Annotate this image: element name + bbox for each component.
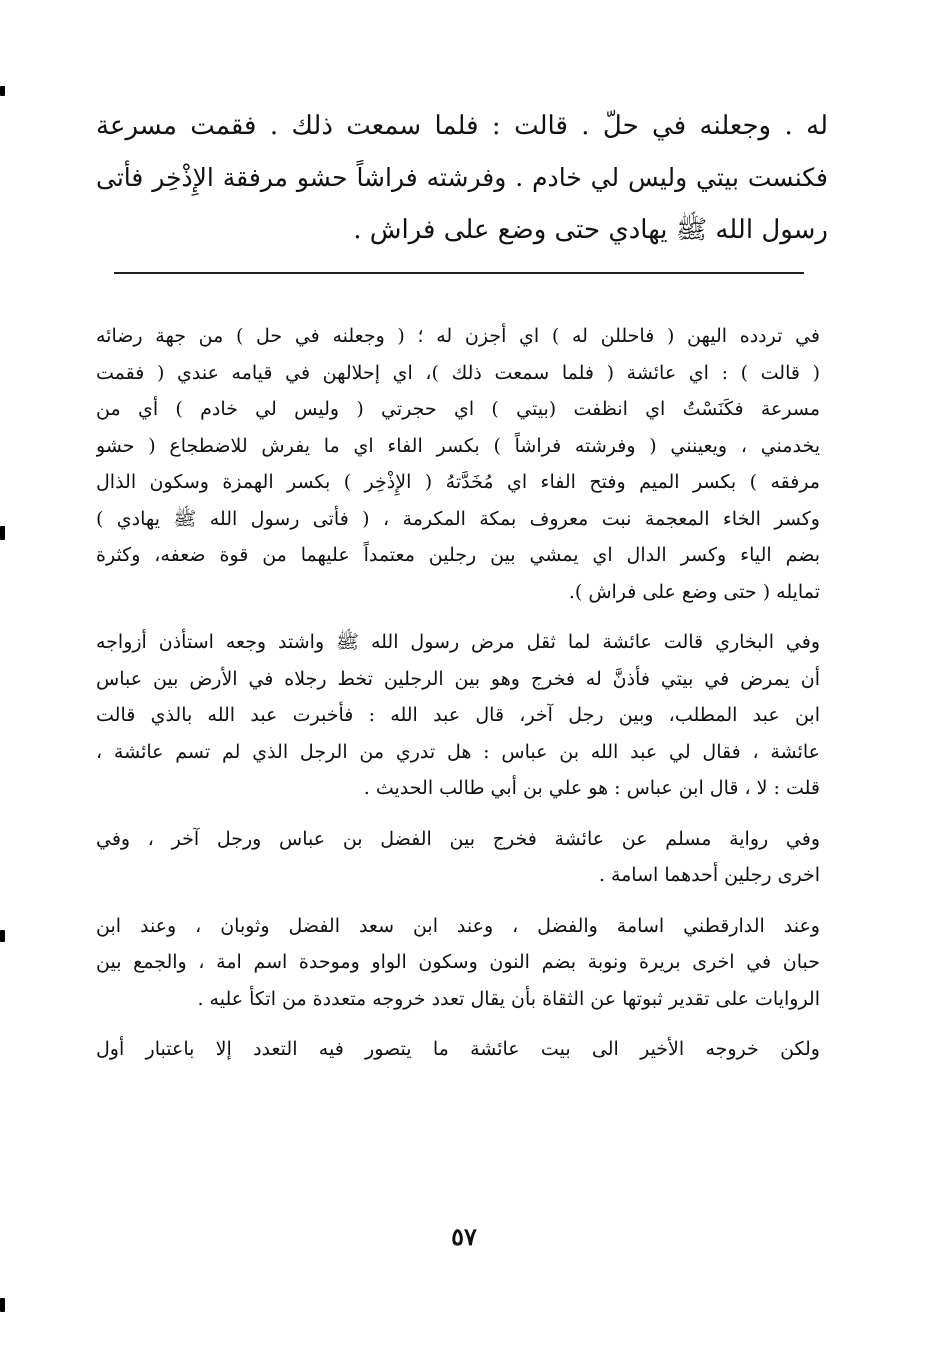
commentary-paragraph	[96, 821, 820, 894]
commentary-line: تمايله ( حتى وضع على فراش ).	[568, 580, 820, 603]
commentary-paragraph	[96, 1031, 820, 1068]
scan-edge-mark	[0, 1298, 5, 1312]
commentary-line: بضم الياء وكسر الدال اي يمشي بين رجلين معتمداً عليهما من قوة ضعفه، وكثرة	[96, 544, 820, 566]
commentary-line: وفي رواية مسلم عن عائشة فخرج بين الفضل بن عباس ورجل آخر ، وفي	[96, 827, 820, 850]
main-text-line: فكنست بيتي وليس لي خادم . وفرشته فراشاً حشو مرفقة الإِذْخِر فأتى	[96, 163, 828, 192]
commentary-line: ولكن خروجه الأخير الى بيت عائشة ما يتصور فيه التعدد إلا باعتبار أول	[96, 1038, 820, 1060]
commentary-line: وفي البخاري قالت عائشة لما ثقل مرض رسول الله ﷺ واشتد وجعه استأذن أزواجه	[96, 631, 820, 653]
commentary-line: قلت : لا ، قال ابن عباس : هو علي بن أبي طالب الحديث .	[363, 777, 820, 799]
commentary-line: ( قالت ) : اي عائشة ( فلما سمعت ذلك )، اي إحلالهن في قيامه عندي ( فقمت	[96, 361, 820, 384]
commentary-line: يخدمني ، ويعينني ( وفرشته فراشاً ) بكسر الفاء اي ما يفرش للاضطجاع ( حشو	[96, 434, 820, 457]
commentary-line: اخرى رجلين أحدهما اسامة .	[598, 864, 820, 886]
main-text-line: رسول الله ﷺ يهادي حتى وضع على فراش .	[353, 215, 828, 245]
commentary-line: وعند الدارقطني اسامة والفضل ، وعند ابن سعد الفضل وثوبان ، وعند ابن	[96, 914, 820, 937]
commentary-line: في تردده اليهن ( فاحللن له ) اي أجزن له ؛ ( وجعلنه في حل ) من جهة رضائه	[96, 325, 820, 347]
page-number: ٥٧	[451, 1222, 477, 1251]
scan-edge-mark	[0, 930, 5, 942]
commentary-line: وكسر الخاء المعجمة نبت معروف بمكة المكرمة ، ( فأتى رسول الله ﷺ يهادي )	[96, 507, 820, 530]
footnote-divider	[114, 272, 804, 274]
commentary-paragraph	[96, 624, 820, 807]
commentary-line: ابن عبد المطلب، وبين رجل آخر، قال عبد الله : فأخبرت عبد الله بالذي قالت	[96, 704, 820, 726]
commentary-line: الروايات على تقدير ثبوتها عن الثقاة بأن يقال تعدد خروجه متعددة من اتكأ عليه .	[197, 987, 820, 1010]
commentary-line: عائشة ، فقال لي عبد الله بن عباس : هل تدري من الرجل الذي لم تسم عائشة ،	[96, 740, 820, 763]
commentary-line: مرفقه ) بكسر الميم وفتح الفاء اي مُخَدَّتهُ ( الإِذْخِر ) بكسر الهمزة وسكون الذال	[96, 471, 820, 493]
commentary-paragraph	[96, 318, 820, 610]
commentary-block	[96, 318, 820, 1082]
scan-edge-mark	[0, 86, 5, 96]
commentary-line: حبان في اخرى بريرة ونوبة بضم النون وسكون الواو وموحدة اسم امة ، والجمع بين	[96, 951, 820, 973]
commentary-line: مسرعة فكَنَسْتُ اي انظفت (بيتي ) اي حجرتي ( وليس لي خادم ) أي من	[96, 398, 820, 420]
commentary-line: أن يمرض في بيتي فأذنَّ له فخرج وهو بين الرجلين تخط رجلاه في الأرض بين عباس	[96, 667, 820, 690]
commentary-paragraph	[96, 908, 820, 1018]
main-text-block	[96, 100, 828, 256]
main-text-line: له . وجعلنه في حلّ . قالت : فلما سمعت ذلك . فقمت مسرعة	[96, 111, 828, 141]
scan-edge-mark	[0, 526, 5, 540]
